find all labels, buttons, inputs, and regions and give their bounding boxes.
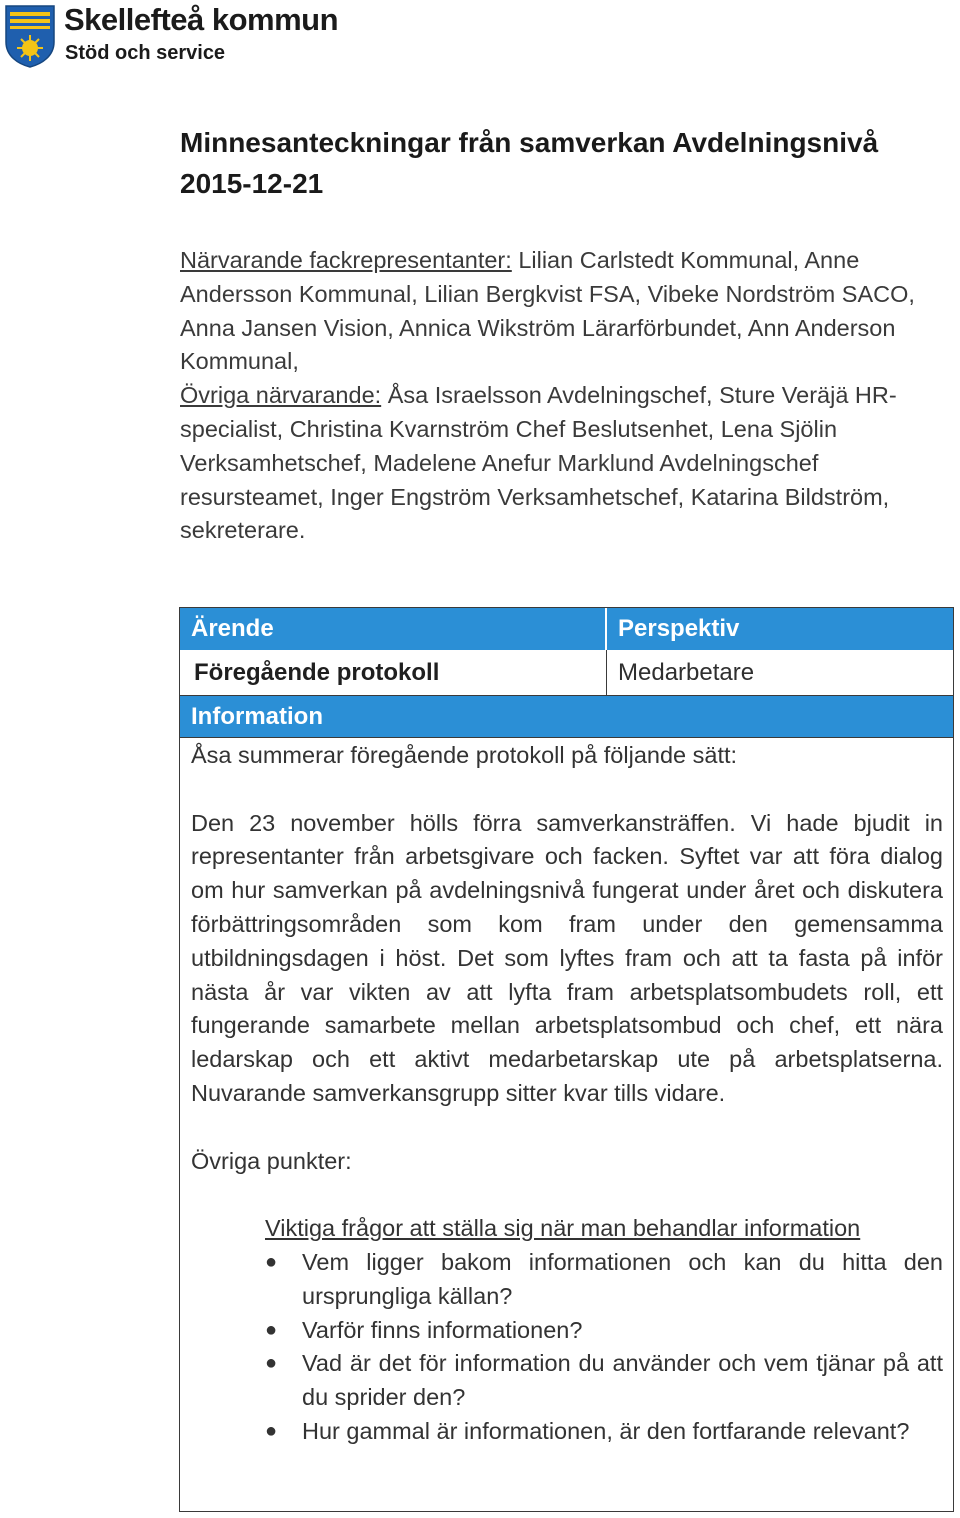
questions-heading: Viktiga frågor att ställa sig när man behandlar information	[265, 1215, 861, 1242]
other-attendees-label: Övriga närvarande:	[180, 382, 382, 409]
other-attendees	[180, 379, 940, 548]
column-header-arende: Ärende	[180, 608, 607, 650]
org-name: Skellefteå kommun	[64, 2, 339, 37]
union-attendees-text: Lilian Carlstedt Kommunal, Anne Andersson Kommunal, Lilian Bergkvist FSA, Vibeke Nordström SACO, Anna Jansen Vision, Annica Wikström Lärarförbundet, Ann Anderson Kommunal,	[180, 247, 915, 375]
column-header-perspektiv: Perspektiv	[607, 608, 953, 650]
union-attendees	[180, 244, 940, 379]
bullet-icon: ●	[265, 1419, 278, 1442]
perspective-value: Medarbetare	[607, 650, 953, 696]
title-line: Minnesanteckningar från samverkan Avdelningsnivå	[180, 127, 879, 158]
questions-list	[191, 1246, 943, 1449]
list-item: ● Vad är det för information du använder och vem tjänar på att du sprider den?	[191, 1347, 943, 1415]
list-item: ● Varför finns informationen?	[191, 1314, 943, 1348]
page-title	[180, 122, 940, 204]
other-attendees-text: Åsa Israelsson Avdelningschef, Sture Veräjä HR-specialist, Christina Kvarnström Chef Beslutsenhet, Lena Sjölin Verksamhetschef, Madelene Anefur Marklund Avdelningschef resursteamet, Inger Engström Verksamhetschef, Katarina Bildström, sekreterare.	[180, 382, 897, 544]
agenda-item: Föregående protokoll	[180, 650, 607, 696]
bullet-icon: ●	[265, 1352, 278, 1375]
header-logo	[4, 4, 424, 70]
meeting-date: 2015-12-21	[180, 168, 324, 199]
bullet-icon: ●	[265, 1318, 278, 1341]
bullet-icon: ●	[265, 1250, 278, 1273]
union-attendees-label: Närvarande fackrepresentanter:	[180, 247, 512, 273]
list-item: ● Hur gammal är informationen, är den fortfarande relevant?	[191, 1415, 943, 1449]
coat-of-arms-icon	[4, 4, 56, 68]
section-header-information: Information	[180, 696, 953, 738]
list-item: ● Vem ligger bakom informationen och kan du hitta den ursprungliga källan?	[191, 1246, 943, 1314]
summary-text: Den 23 november hölls förra samverkansträffen. Vi hade bjudit in representanter från arbetsgivare och facken. Syftet var att föra dialog om hur samverkan på avdelningsnivå fungerat under året och diskutera förbättringsområden som kom fram under den gemensamma utbildningsdagen i höst. Det som lyftes fram och att ta fasta på inför nästa år var vikten av att lyfta fram arbetsplatsombudets roll, ett fungerande samarbete mellan arbetsplatsombud och chef, ett nära ledarskap och ett aktivt medarbetarskap ute på arbetsplatserna. Nuvarande samverkansgrupp sitter kvar tills vidare.	[191, 809, 943, 1106]
attendees-section	[180, 244, 940, 548]
summary-intro: Åsa summerar föregående protokoll på följande sätt:	[191, 742, 738, 768]
unit-name: Stöd och service	[65, 42, 226, 64]
other-points-label: Övriga punkter:	[191, 1147, 352, 1174]
agenda-table	[179, 607, 954, 1512]
information-content	[191, 739, 943, 1449]
